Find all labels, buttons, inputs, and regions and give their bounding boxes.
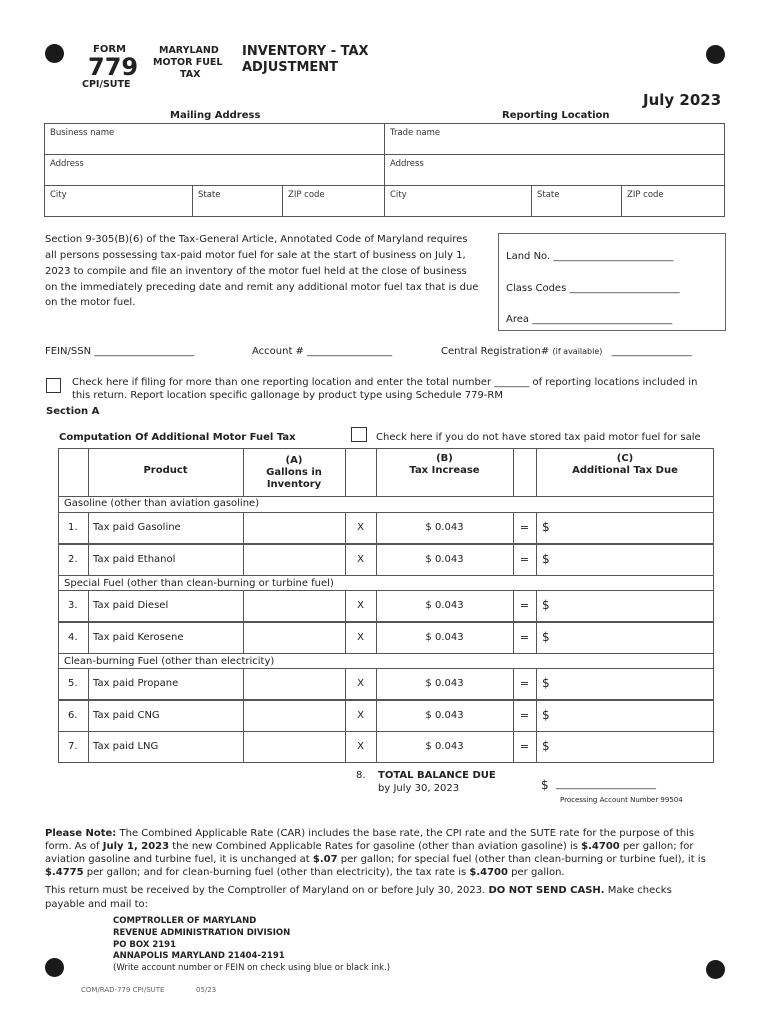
total-label: TOTAL BALANCE DUE (378, 770, 496, 781)
row-number: 4. (68, 632, 78, 643)
row-number: 6. (68, 710, 78, 721)
no-stored-fuel-checkbox[interactable] (351, 427, 367, 442)
product-name: Tax paid Gasoline (93, 522, 181, 533)
return-text: This return must be received by the Comptroller of Maryland on or before July 30, 2023. (45, 885, 489, 896)
col-a-title: Gallons in (266, 467, 322, 478)
additional-tax-input[interactable] (554, 513, 712, 542)
equals-sign: = (519, 709, 530, 722)
computation-table (58, 448, 714, 768)
col-a-label: (A) (285, 455, 303, 466)
central-registration-field[interactable] (441, 346, 692, 357)
note-line2 (45, 840, 694, 853)
mail-to-line1: COMPTROLLER OF MARYLAND (113, 916, 257, 926)
product-name: Tax paid Ethanol (93, 554, 176, 565)
statute-line3: 2023 to compile and file an inventory of the motor fuel held at the close of business (45, 266, 467, 277)
form-date: July 2023 (643, 91, 722, 109)
total-dollar: $ (541, 778, 549, 792)
equals-sign: = (519, 740, 530, 753)
mailing-zip-field[interactable]: ZIP code (288, 190, 325, 200)
return-line1 (45, 884, 672, 897)
product-name: Tax paid Propane (93, 678, 179, 689)
note-line4 (45, 866, 565, 879)
land-no-field[interactable]: Land No. ________________________ (506, 251, 674, 262)
gallons-input[interactable] (244, 545, 344, 574)
gallons-input[interactable] (244, 732, 344, 761)
note-text: the new Combined Applicable Rates for gasoline (other than aviation gasoline) is (169, 841, 582, 852)
business-name-field[interactable]: Business name (50, 128, 115, 138)
tax-increase-rate: $ 0.043 (425, 710, 464, 721)
form-title: INVENTORY - TAX (242, 44, 369, 59)
gallons-input[interactable] (244, 669, 344, 698)
col-c-label: (C) (616, 453, 634, 464)
reporting-state-field[interactable]: State (537, 190, 560, 200)
equals-sign: = (519, 553, 530, 566)
return-text: Make checks (604, 885, 672, 896)
statute-line1: Section 9-305(B)(6) of the Tax-General Article, Annotated Code of Maryland requires (45, 234, 468, 245)
note-text: per gallon. (507, 867, 565, 878)
product-group-heading: Gasoline (other than aviation gasoline) (64, 498, 260, 509)
account-field[interactable]: Account # _________________ (252, 346, 393, 357)
additional-tax-input[interactable] (554, 591, 712, 620)
gallons-input[interactable] (244, 513, 344, 542)
multiply-sign: X (357, 554, 364, 565)
multiply-sign: X (357, 600, 364, 611)
total-by: by July 30, 2023 (378, 783, 460, 794)
tax-increase-rate: $ 0.043 (425, 522, 464, 533)
mail-to-line4: ANNAPOLIS MARYLAND 21404-2191 (113, 951, 285, 961)
note-rate: $.4700 (469, 867, 508, 878)
form-title-2: ADJUSTMENT (242, 60, 339, 75)
reporting-zip-field[interactable]: ZIP code (627, 190, 664, 200)
total-num: 8. (356, 770, 366, 781)
equals-sign: = (519, 677, 530, 690)
reporting-city-field[interactable]: City (390, 190, 407, 200)
multiply-sign: X (357, 632, 364, 643)
central-line: ________________ (611, 346, 692, 357)
row-number: 7. (68, 741, 78, 752)
tax-increase-rate: $ 0.043 (425, 632, 464, 643)
agency-line1: MARYLAND (159, 45, 219, 56)
reporting-address-field[interactable]: Address (390, 159, 424, 169)
multi-location-text: Check here if filing for more than one reporting location and enter the total number _______ of reporting locations included in (72, 377, 698, 388)
additional-tax-input[interactable] (554, 732, 712, 761)
col-c-title: Additional Tax Due (572, 465, 678, 476)
tax-increase-rate: $ 0.043 (425, 600, 464, 611)
col-b-title: Tax Increase (409, 465, 480, 476)
equals-sign: = (519, 521, 530, 534)
additional-tax-input[interactable] (554, 545, 712, 574)
section-a-label: Section A (46, 406, 100, 417)
row-number: 3. (68, 600, 78, 611)
col-a-title-2: Inventory (266, 479, 322, 490)
equals-sign: = (519, 599, 530, 612)
additional-tax-input[interactable] (554, 701, 712, 730)
registration-mark (706, 960, 725, 979)
computation-heading: Computation Of Additional Motor Fuel Tax (59, 432, 296, 443)
row-number: 5. (68, 678, 78, 689)
note-line3 (45, 853, 706, 866)
product-name: Tax paid Diesel (93, 600, 169, 611)
equals-sign: = (519, 631, 530, 644)
footer-code: COM/RAD-779 CPI/SUTE (81, 986, 165, 994)
note-text: per gallon; for (619, 841, 694, 852)
mailing-city-field[interactable]: City (50, 190, 67, 200)
mail-to-line2: REVENUE ADMINISTRATION DIVISION (113, 928, 291, 938)
mailing-address-field[interactable]: Address (50, 159, 84, 169)
note-line1 (45, 827, 694, 840)
multiply-sign: X (357, 741, 364, 752)
gallons-input[interactable] (244, 591, 344, 620)
class-codes-field[interactable]: Class Codes ______________________ (506, 283, 680, 294)
note-rate: $.4700 (581, 841, 620, 852)
agency-line2: MOTOR FUEL (153, 57, 223, 68)
col-product: Product (143, 465, 188, 476)
additional-tax-dollar: $ (542, 520, 550, 534)
statute-line2: all persons possessing tax-paid motor fuel for sale at the start of business on July 1, (45, 250, 466, 261)
note-text: aviation gasoline and turbine fuel, it is unchanged at (45, 854, 313, 865)
multiply-sign: X (357, 522, 364, 533)
mailing-heading: Mailing Address (170, 110, 261, 121)
central-label: Central Registration# (441, 346, 550, 357)
additional-tax-dollar: $ (542, 676, 550, 690)
fein-field[interactable]: FEIN/SSN ____________________ (45, 346, 195, 357)
mail-to-line5: (Write account number or FEIN on check using blue or black ink.) (113, 963, 391, 973)
mail-to-line3: PO BOX 2191 (113, 940, 176, 950)
central-small: (if available) (552, 347, 603, 356)
note-rate: $.07 (312, 854, 338, 865)
multi-location-checkbox[interactable] (46, 378, 61, 393)
row-number: 2. (68, 554, 78, 565)
additional-tax-dollar: $ (542, 739, 550, 753)
product-name: Tax paid LNG (93, 741, 159, 752)
note-text: per gallon; and for clean-burning fuel (other than electricity), the tax rate is (83, 867, 470, 878)
tax-increase-rate: $ 0.043 (425, 741, 464, 752)
additional-tax-dollar: $ (542, 630, 550, 644)
no-stored-fuel-text: Check here if you do not have stored tax paid motor fuel for sale (376, 432, 701, 443)
additional-tax-dollar: $ (542, 598, 550, 612)
gallons-input[interactable] (244, 623, 344, 652)
registration-mark (706, 45, 725, 64)
note-rate: $.4775 (45, 867, 84, 878)
registration-mark (45, 958, 64, 977)
trade-name-field[interactable]: Trade name (390, 128, 441, 138)
tax-increase-rate: $ 0.043 (425, 678, 464, 689)
processing-account: Processing Account Number 99504 (560, 796, 683, 804)
form-sub: CPI/SUTE (82, 79, 131, 90)
mailing-state-field[interactable]: State (198, 190, 221, 200)
agency-line3: TAX (180, 69, 201, 80)
product-group-heading: Special Fuel (other than clean-burning or turbine fuel) (64, 578, 334, 589)
registration-mark (45, 44, 64, 63)
reporting-heading: Reporting Location (502, 110, 610, 121)
total-balance-field[interactable]: ____________________ (556, 779, 656, 790)
form-label: FORM (93, 44, 126, 55)
multiply-sign: X (357, 678, 364, 689)
tax-increase-rate: $ 0.043 (425, 554, 464, 565)
additional-tax-input[interactable] (554, 623, 712, 652)
col-b-label: (B) (436, 453, 453, 464)
note-text: The Combined Applicable Rate (CAR) includes the base rate, the CPI rate and the SUTE rate for the purpose of this (116, 828, 695, 839)
product-name: Tax paid Kerosene (93, 632, 184, 643)
note-date: July 1, 2023 (102, 841, 170, 852)
multiply-sign: X (357, 710, 364, 721)
area-field[interactable]: Area ____________________________ (506, 314, 673, 325)
product-name: Tax paid CNG (93, 710, 160, 721)
note-text: form. As of (45, 841, 103, 852)
statute-line5: on the motor fuel. (45, 297, 136, 308)
gallons-input[interactable] (244, 701, 344, 730)
no-cash-warning: DO NOT SEND CASH. (488, 885, 605, 896)
statute-line4: on the immediately preceding date and remit any additional motor fuel tax that is due (45, 282, 479, 293)
note-text: per gallon; for special fuel (other than clean-burning or turbine fuel), it is (337, 854, 706, 865)
row-number: 1. (68, 522, 78, 533)
multi-location-text-2: this return. Report location specific gallonage by product type using Schedule 779-RM (72, 390, 503, 401)
footer-date: 05/23 (196, 986, 217, 994)
additional-tax-dollar: $ (542, 708, 550, 722)
return-line2: payable and mail to: (45, 899, 148, 910)
note-label: Please Note: (45, 828, 117, 839)
product-group-heading: Clean-burning Fuel (other than electricity) (64, 656, 275, 667)
additional-tax-input[interactable] (554, 669, 712, 698)
additional-tax-dollar: $ (542, 552, 550, 566)
form-number: 779 (88, 53, 139, 81)
